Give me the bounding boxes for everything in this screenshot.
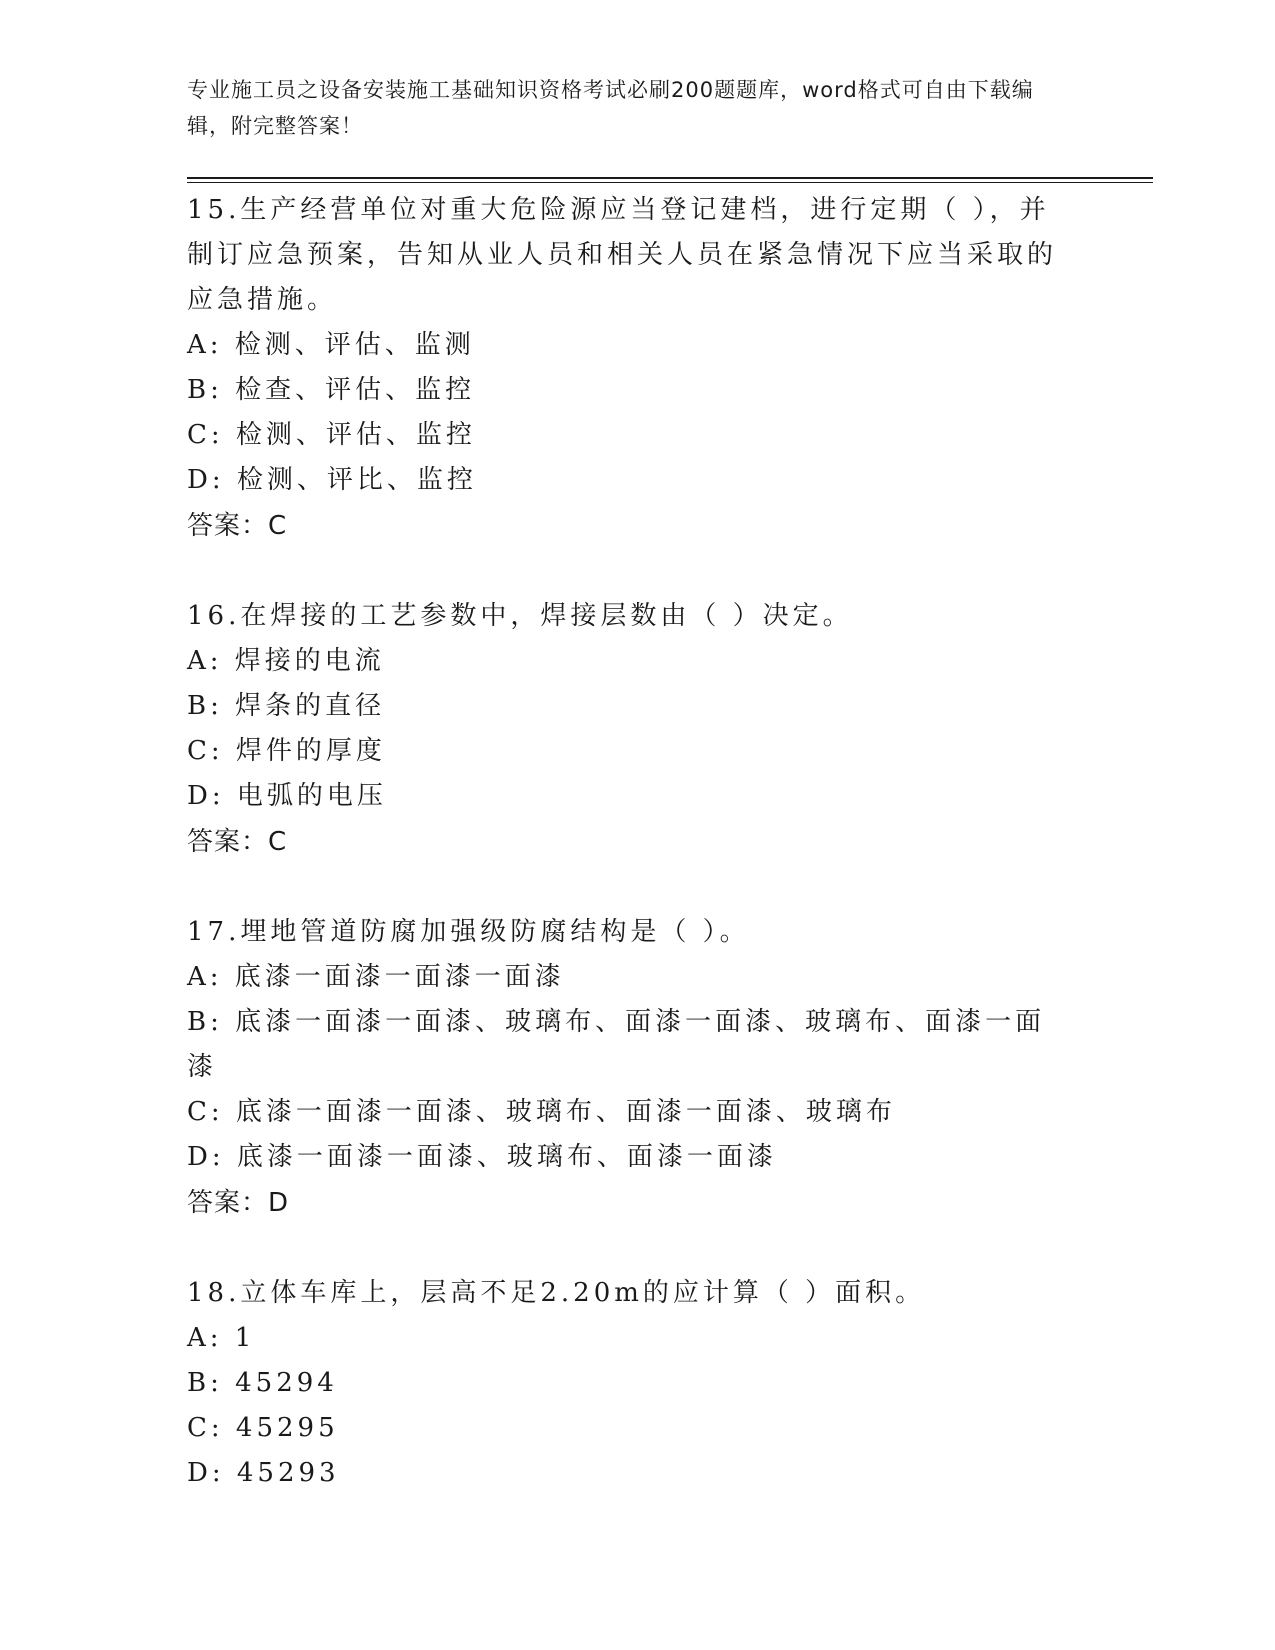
option-c: C: 45295: [187, 1413, 339, 1443]
question-15: [187, 188, 1067, 549]
header-divider-thick: [187, 177, 1153, 179]
question-list: [187, 188, 1067, 1541]
question-16: [187, 594, 1067, 865]
question-stem: 17.埋地管道防腐加强级防腐结构是（ ）。: [187, 917, 750, 947]
question-17: [187, 910, 1067, 1226]
option-d: D: 检测、评比、监控: [187, 465, 477, 495]
option-c: C: 底漆一面漆一面漆、玻璃布、面漆一面漆、玻璃布: [187, 1097, 896, 1127]
option-b: B: 45294: [187, 1368, 338, 1398]
option-b: B: 检查、评估、监控: [187, 375, 476, 405]
option-c: C: 检测、评估、监控: [187, 420, 476, 450]
question-stem: 15.生产经营单位对重大危险源应当登记建档，进行定期（ ），并制订应急预案，告知从业人员和相关人员在紧急情况下应当采取的应急措施。: [187, 195, 1058, 315]
option-a: A: 底漆一面漆一面漆一面漆: [187, 962, 565, 992]
question-stem: 18.立体车库上，层高不足2.20m的应计算（ ）面积。: [187, 1278, 926, 1308]
page-header: 专业施工员之设备安装施工基础知识资格考试必刷200题题库，word格式可自由下载编辑，附完整答案！: [187, 78, 1034, 138]
option-a: A: 检测、评估、监测: [187, 330, 475, 360]
question-stem: 16.在焊接的工艺参数中，焊接层数由（ ）决定。: [187, 601, 853, 631]
option-c: C: 焊件的厚度: [187, 736, 386, 766]
option-a: A: 焊接的电流: [187, 646, 385, 676]
option-a: A: 1: [187, 1323, 256, 1353]
option-d: D: 电弧的电压: [187, 781, 387, 811]
header-divider-thin: [187, 182, 1153, 183]
option-b: B: 底漆一面漆一面漆、玻璃布、面漆一面漆、玻璃布、面漆一面漆: [187, 1007, 1046, 1082]
option-b: B: 焊条的直径: [187, 691, 386, 721]
question-18: [187, 1271, 1067, 1496]
answer-line: 答案：D: [187, 1188, 290, 1218]
option-d: D: 底漆一面漆一面漆、玻璃布、面漆一面漆: [187, 1142, 777, 1172]
answer-line: 答案：C: [187, 511, 288, 541]
answer-line: 答案：C: [187, 827, 288, 857]
option-d: D: 45293: [187, 1458, 340, 1488]
